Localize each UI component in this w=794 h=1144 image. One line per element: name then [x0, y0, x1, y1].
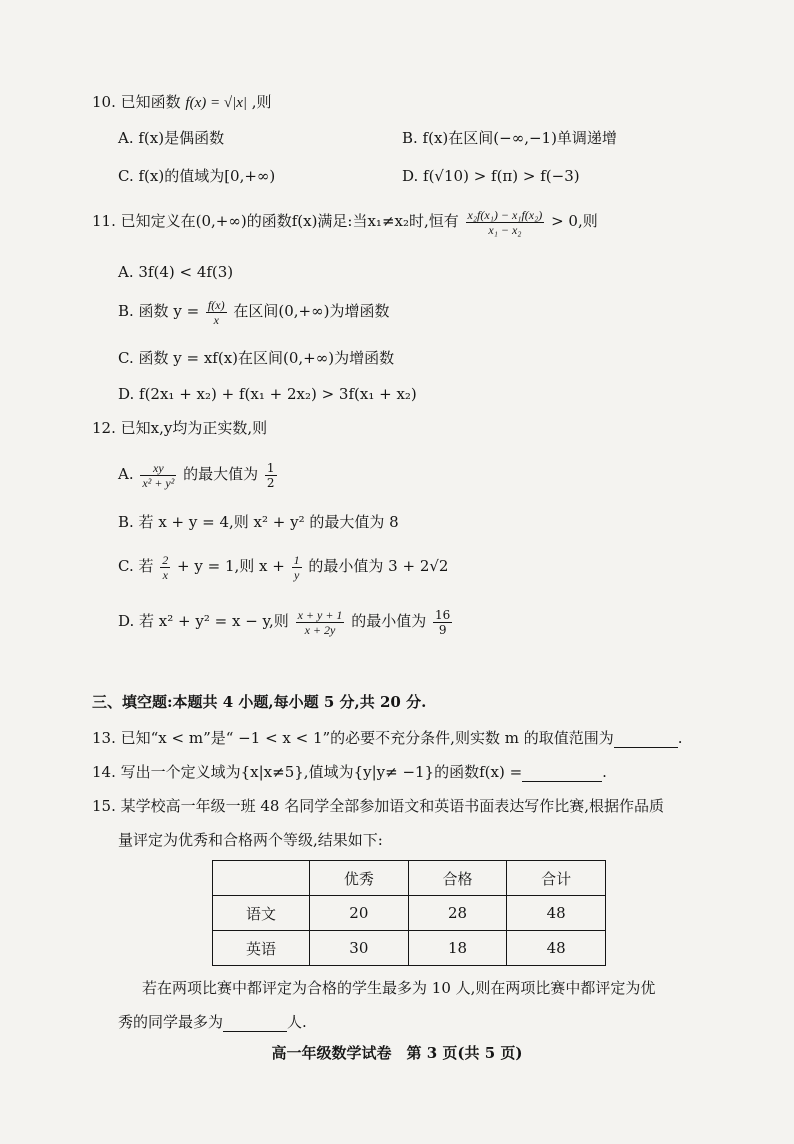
q11-option-b-prefix: B. 函数 y = — [118, 302, 200, 320]
q12-option-d — [118, 604, 454, 638]
q13-answer-blank[interactable] — [614, 731, 678, 748]
q13-text: 13. 已知“x < m”是“ −1 < x < 1”的必要不充分条件,则实数 m 的取值范围为 — [92, 729, 614, 747]
q12-option-d-denominator: x + 2y — [304, 622, 336, 637]
q14-answer-blank[interactable] — [522, 765, 602, 782]
q11-option-a: A. 3f(4) < 4f(3) — [118, 263, 234, 281]
table-cell: 语文 — [213, 896, 310, 931]
q12-option-a-prefix: A. — [118, 465, 134, 483]
table-cell: 30 — [310, 931, 409, 966]
q15-line-2: 量评定为优秀和合格两个等级,结果如下: — [118, 831, 383, 849]
q11-fraction-numerator: x₂f(x₁) − x₁f(x₂) — [467, 207, 543, 222]
q15-answer-blank[interactable] — [223, 1015, 287, 1032]
q10-option-b: B. f(x)在区间(−∞,−1)单调递增 — [402, 129, 617, 147]
q13-end: . — [677, 729, 683, 747]
table-row — [213, 896, 606, 931]
q11-option-b-suffix: 在区间(0,+∞)为增函数 — [233, 302, 390, 320]
table-cell: 18 — [408, 931, 507, 966]
table-cell: 28 — [408, 896, 507, 931]
q13 — [92, 728, 683, 748]
q14-text: 14. 写出一个定义域为{x|x≠5},值域为{y|y≠ −1}的函数f(x) = — [92, 763, 523, 781]
q12-option-a — [118, 458, 279, 490]
q12-option-a-fraction — [140, 461, 176, 490]
q10-option-a: A. f(x)是偶函数 — [118, 129, 225, 147]
q12-option-a-value-num: 1 — [266, 460, 275, 475]
q12-option-a-value-den: 2 — [266, 475, 275, 490]
q10-stem-func: f(x) = √|x| — [185, 95, 247, 111]
q11-stem-fraction — [466, 208, 545, 237]
q12-option-d-mid: 的最小值为 — [351, 612, 427, 630]
q12-option-a-denominator: x² + y² — [142, 475, 175, 490]
q15-line-4-prefix: 秀的同学最多为 — [118, 1013, 224, 1031]
table-header-cell: 合计 — [507, 861, 606, 896]
table-cell: 英语 — [213, 931, 310, 966]
table-row — [213, 931, 606, 966]
q10-stem-suffix: ,则 — [251, 93, 272, 111]
q11-option-b-numerator: f(x) — [207, 297, 225, 312]
q12-option-d-value — [433, 608, 452, 637]
q15-line-1: 15. 某学校高一年级一班 48 名同学全部参加语文和英语书面表达写作比赛,根据作品质 — [92, 797, 665, 815]
q12-option-c-prefix: C. 若 — [118, 557, 154, 575]
q15-line-3: 若在两项比赛中都评定为合格的学生最多为 10 人,则在两项比赛中都评定为优 — [142, 979, 656, 997]
q11-fraction-denominator: x₁ − x₂ — [488, 222, 522, 237]
q12-stem: 12. 已知x,y均为正实数,则 — [92, 419, 268, 437]
q15-line-4 — [118, 1012, 307, 1032]
table-header-row — [213, 861, 606, 896]
table-header-cell: 优秀 — [310, 861, 409, 896]
q12-option-c — [118, 550, 448, 582]
page-footer: 高一年级数学试卷 第 3 页(共 5 页) — [271, 1044, 523, 1062]
q14 — [92, 762, 607, 782]
q11-stem — [92, 206, 598, 237]
q12-option-c-suffix: 的最小值为 3 + 2√2 — [308, 557, 449, 575]
q14-end: . — [602, 763, 607, 781]
q12-option-d-value-den: 9 — [438, 622, 447, 637]
q12-option-d-fraction — [296, 608, 345, 637]
table-cell: 20 — [310, 896, 409, 931]
table-header-cell: 合格 — [408, 861, 507, 896]
q11-option-c: C. 函数 y = xf(x)在区间(0,+∞)为增函数 — [118, 349, 395, 367]
q12-option-c-fraction-1 — [160, 553, 170, 582]
table-header-cell — [213, 861, 310, 896]
q12-option-d-prefix: D. 若 x² + y² = x − y,则 — [118, 612, 289, 630]
score-table — [212, 860, 606, 966]
q12-option-a-mid: 的最大值为 — [183, 465, 259, 483]
q10-option-d: D. f(√10) > f(π) > f(−3) — [402, 167, 580, 185]
q12-option-d-value-num: 16 — [435, 607, 451, 622]
q12-option-a-value — [265, 461, 277, 490]
q11-option-b-fraction — [206, 298, 227, 327]
q12-option-c-mid: + y = 1,则 x + — [177, 557, 285, 575]
section-3-heading: 三、填空题:本题共 4 小题,每小题 5 分,共 20 分. — [92, 693, 427, 711]
q11-stem-prefix: 11. 已知定义在(0,+∞)的函数f(x)满足:当x₁≠x₂时,恒有 — [92, 212, 459, 230]
table-cell: 48 — [507, 931, 606, 966]
q12-option-c-den-1: x — [162, 567, 168, 582]
q12-option-c-den-2: y — [293, 567, 300, 582]
q12-option-c-num-1: 2 — [162, 552, 169, 567]
q12-option-d-numerator: x + y + 1 — [297, 607, 343, 622]
q10-stem — [92, 92, 272, 113]
q11-stem-suffix: > 0,则 — [551, 212, 598, 230]
q10-option-c: C. f(x)的值域为[0,+∞) — [118, 167, 276, 185]
q12-option-b: B. 若 x + y = 4,则 x² + y² 的最大值为 8 — [118, 513, 399, 531]
q12-option-c-fraction-2 — [292, 553, 302, 582]
q12-option-c-num-2: 1 — [293, 552, 300, 567]
q11-option-d: D. f(2x₁ + x₂) + f(x₁ + 2x₂) > 3f(x₁ + x₂) — [118, 385, 417, 403]
q15-line-4-suffix: 人. — [287, 1013, 307, 1031]
table-cell: 48 — [507, 896, 606, 931]
q10-stem-prefix: 10. 已知函数 — [92, 93, 181, 111]
q11-option-b — [118, 296, 389, 327]
q11-option-b-denominator: x — [213, 312, 219, 327]
q12-option-a-numerator: xy — [140, 461, 176, 476]
